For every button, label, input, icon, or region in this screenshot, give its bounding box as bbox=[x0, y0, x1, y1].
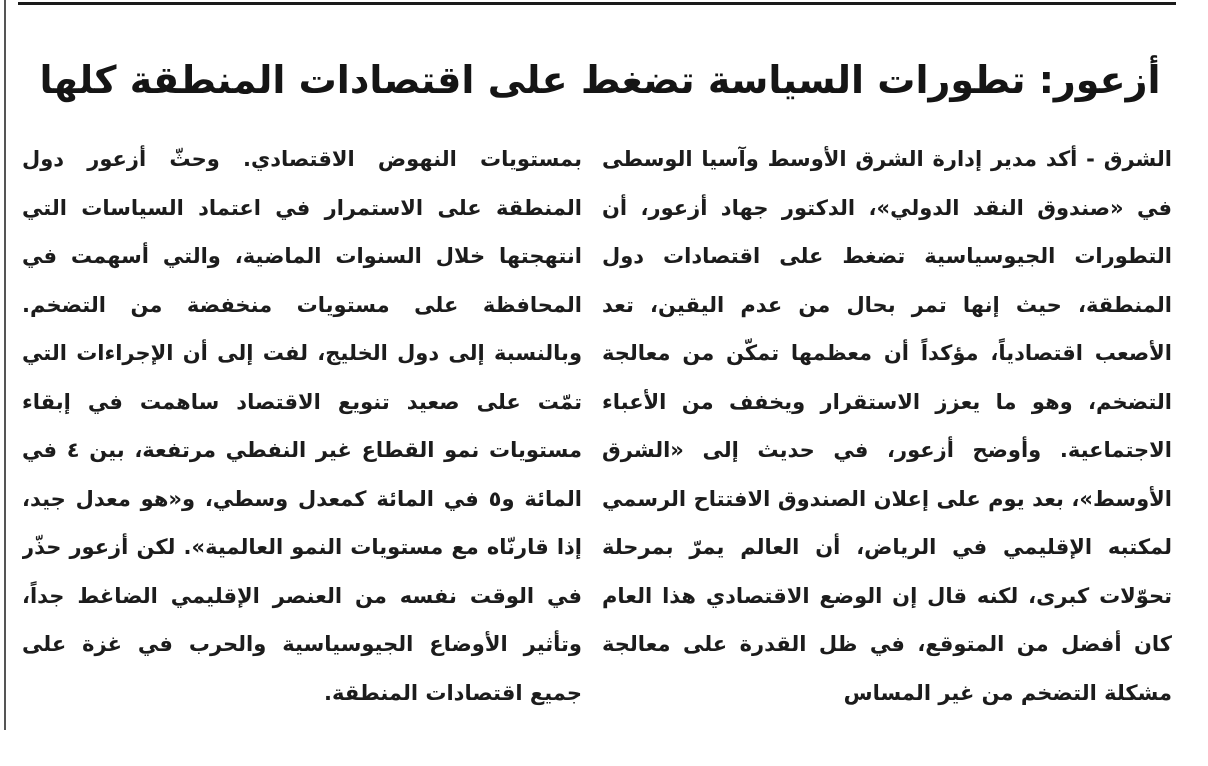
top-rule bbox=[18, 2, 1176, 5]
article-body-right: الشرق - أكد مدير إدارة الشرق الأوسط وآسيا الوسطى في «صندوق النقد الدولي»، الدكتور جهاد أزعور، أن التطورات الجيوسياسية تضغط على اقتصادات دول المنطقة، حيث إنها تمر بحال من عدم اليقين، تعد الأصعب اقتصادياً، مؤكداً أن معظمها تمكّن من معالجة التضخم، وهو ما يعزز الاستقرار ويخفف من الأعباء الاجتماعية. وأوضح أزعور، في حديث إلى «الشرق الأوسط»، بعد يوم على إعلان الصندوق الافتتاح الرسمي لمكتبه الإقليمي في الرياض، أن العالم يمرّ بمرحلة تحوّلات كبرى، لكنه قال إن الوضع الاقتصادي هذا العام كان أفضل من المتوقع، في ظل القدرة على معالجة مشكلة التضخم من غير المساس bbox=[602, 147, 1172, 705]
article-column-left bbox=[22, 135, 582, 755]
left-margin-rule bbox=[4, 0, 6, 730]
article-headline: أزعور: تطورات السياسة تضغط على اقتصادات المنطقة كلها bbox=[39, 58, 1161, 102]
article-column-right bbox=[602, 135, 1172, 755]
article-body-left: بمستويات النهوض الاقتصادي. وحثّ أزعور دول المنطقة على الاستمرار في اعتماد السياسات التي انتهجتها خلال السنوات الماضية، والتي أسهمت في المحافظة على مستويات منخفضة من التضخم. وبالنسبة إلى دول الخليج، لفت إلى أن الإجراءات التي تمّت على صعيد تنويع الاقتصاد ساهمت في إبقاء مستويات نمو القطاع غير النفطي مرتفعة، بين ٤ في المائة و٥ في المائة كمعدل وسطي، و«هو معدل جيد، إذا قارنّاه مع مستويات النمو العالمية». لكن أزعور حذّر في الوقت نفسه من العنصر الإقليمي الضاغط جداً، وتأثير الأوضاع الجيوسياسية والحرب في غزة على جميع اقتصادات المنطقة. bbox=[22, 147, 582, 705]
